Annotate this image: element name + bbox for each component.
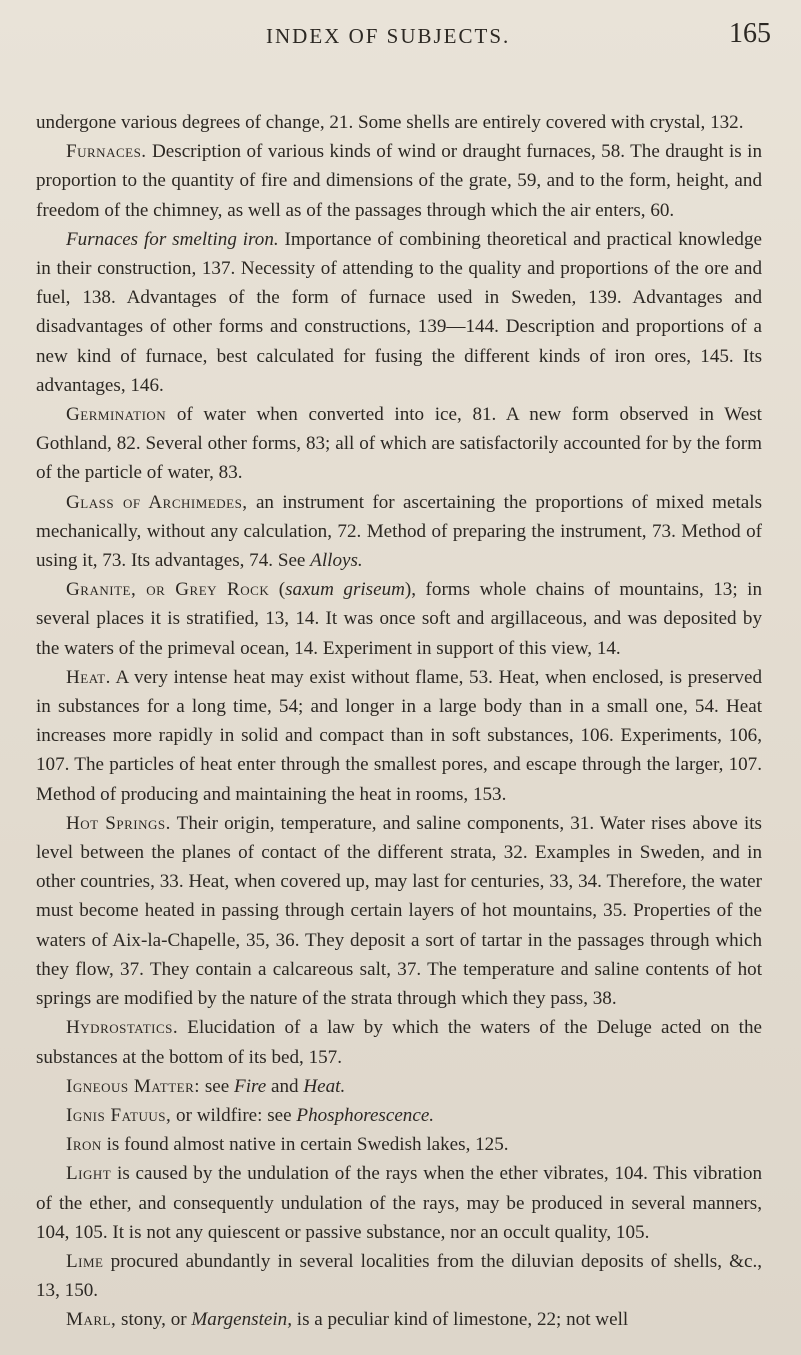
index-entry-furnaces: Furnaces. Description of various kinds of wind or draught furnaces, 58. The draught is in proportion to the quantity of fire and dimensions of the grate, 59, and to the form, height, and freedom of the chimney, as well as of the passages through which the air enters, 60. <box>36 141 762 221</box>
index-entry-hot-springs: Hot Springs. Their origin, temperature, and saline components, 31. Water rises above its level between the planes of contact of the different strata, 32. Examples in Sweden, and in other countries, 33. Heat, when covered up, may last for centuries, 33, 34. Therefore, the water must become heated in passing through certain layers of hot mountains, 35. Properties of the waters of Aix-la-Chapelle, 35, 36. They deposit a sort of tartar in the passages through which they flow, 37. They contain a calcareous salt, 37. The temperature and saline contents of hot springs are modified by the nature of the strata through which they pass, 38. <box>36 812 762 1010</box>
foreign-term: Margenstein, <box>191 1309 292 1331</box>
index-entry-granite: Granite, or Grey Rock (saxum griseum), forms whole chains of mountains, 13; in several places it is stratified, 13, 14. It was once soft and argillaceous, and was deposited by the waters of the primeval ocean, 14. Experiment in support of this view, 14. <box>36 579 762 659</box>
entry-headword: Iron <box>66 1134 102 1156</box>
entry-headword: Glass of Archimedes, <box>66 491 248 513</box>
entry-subhead: Furnaces for smelting iron. <box>66 228 279 250</box>
cross-reference: Heat. <box>303 1075 346 1097</box>
entry-headword: Igneous Matter: <box>66 1075 201 1097</box>
index-entry-germination: Germination of water when converted into ice, 81. A new form observed in West Gothland, 82. Several other forms, 83; all of which are satisfactorily accounted for by the form of the particle of water, 83. <box>36 404 762 484</box>
index-entry-iron: Iron is found almost native in certain Swedish lakes, 125. <box>66 1134 509 1156</box>
index-entry-marl: Marl, stony, or Margenstein, is a peculiar kind of limestone, 22; not well <box>66 1309 629 1331</box>
page-number: 165 <box>729 18 771 49</box>
cross-reference: Fire <box>234 1075 267 1097</box>
index-entry-glass-of-archimedes: Glass of Archimedes, an instrument for ascertaining the proportions of mixed metals mechanically, without any calculation, 72. Method of preparing the instrument, 73. Method of using it, 73. Its advantages, 74. See Alloys. <box>36 491 762 572</box>
entry-headword: Marl, <box>66 1309 117 1331</box>
entry-headword: Heat. <box>66 666 111 688</box>
index-entry-igneous-matter: Igneous Matter: see Fire and Heat. <box>66 1075 346 1097</box>
entry-headword: Light <box>66 1163 112 1185</box>
page-header <box>0 18 801 52</box>
entry-headword: Granite, or Grey Rock <box>66 579 270 601</box>
entry-headword: Furnaces. <box>66 141 147 163</box>
entry-headword: Germination <box>66 404 167 426</box>
index-entry-continuation: undergone various degrees of change, 21. Some shells are entirely covered with crystal, 132. <box>36 112 744 133</box>
index-entry-ignis-fatuus: Ignis Fatuus, or wildfire: see Phosphorescence. <box>66 1104 435 1126</box>
cross-reference: Alloys. <box>310 550 363 572</box>
index-entry-furnaces-iron: Furnaces for smelting iron. Importance of combining theoretical and practical knowledge in their construction, 137. Necessity of attending to the quality and proportions of the ore and fuel, 138. Advantages of the form of furnace used in Sweden, 139. Advantages and disadvantages of other forms and constructions, 139—144. Description and proportions of a new kind of furnace, best calculated for fusing the different kinds of iron ores, 145. Its advantages, 146. <box>36 228 762 396</box>
latin-term: saxum griseum <box>285 579 405 601</box>
entry-headword: Hydrostatics. <box>66 1017 179 1039</box>
index-entry-light: Light is caused by the undulation of the rays when the ether vibrates, 104. This vibration of the ether, and consequently undulation of the rays, may be produced in several manners, 104, 105. It is not any quiescent or passive substance, nor an occult quality, 105. <box>36 1163 762 1243</box>
index-text <box>36 108 762 1335</box>
entry-headword: Ignis Fatuus, <box>66 1104 172 1126</box>
index-entry-lime: Lime procured abundantly in several localities from the diluvian deposits of shells, &c., 13, 150. <box>36 1250 762 1302</box>
entry-headword: Hot Springs. <box>66 812 171 834</box>
running-head: INDEX OF SUBJECTS. <box>266 24 511 48</box>
cross-reference: Phosphorescence. <box>296 1104 435 1126</box>
index-entry-heat: Heat. A very intense heat may exist without flame, 53. Heat, when enclosed, is preserved in substances for a long time, 54; and longer in a large body than in a small one, 54. Heat increases more rapidly in solid and compact than in soft substances, 106. Experiments, 106, 107. The particles of heat enter through the smallest pores, and escape through the larger, 107. Method of producing and maintaining the heat in rooms, 153. <box>36 666 762 805</box>
entry-headword: Lime <box>66 1250 104 1272</box>
index-entry-hydrostatics: Hydrostatics. Elucidation of a law by which the waters of the Deluge acted on the substances at the bottom of its bed, 157. <box>36 1017 762 1068</box>
